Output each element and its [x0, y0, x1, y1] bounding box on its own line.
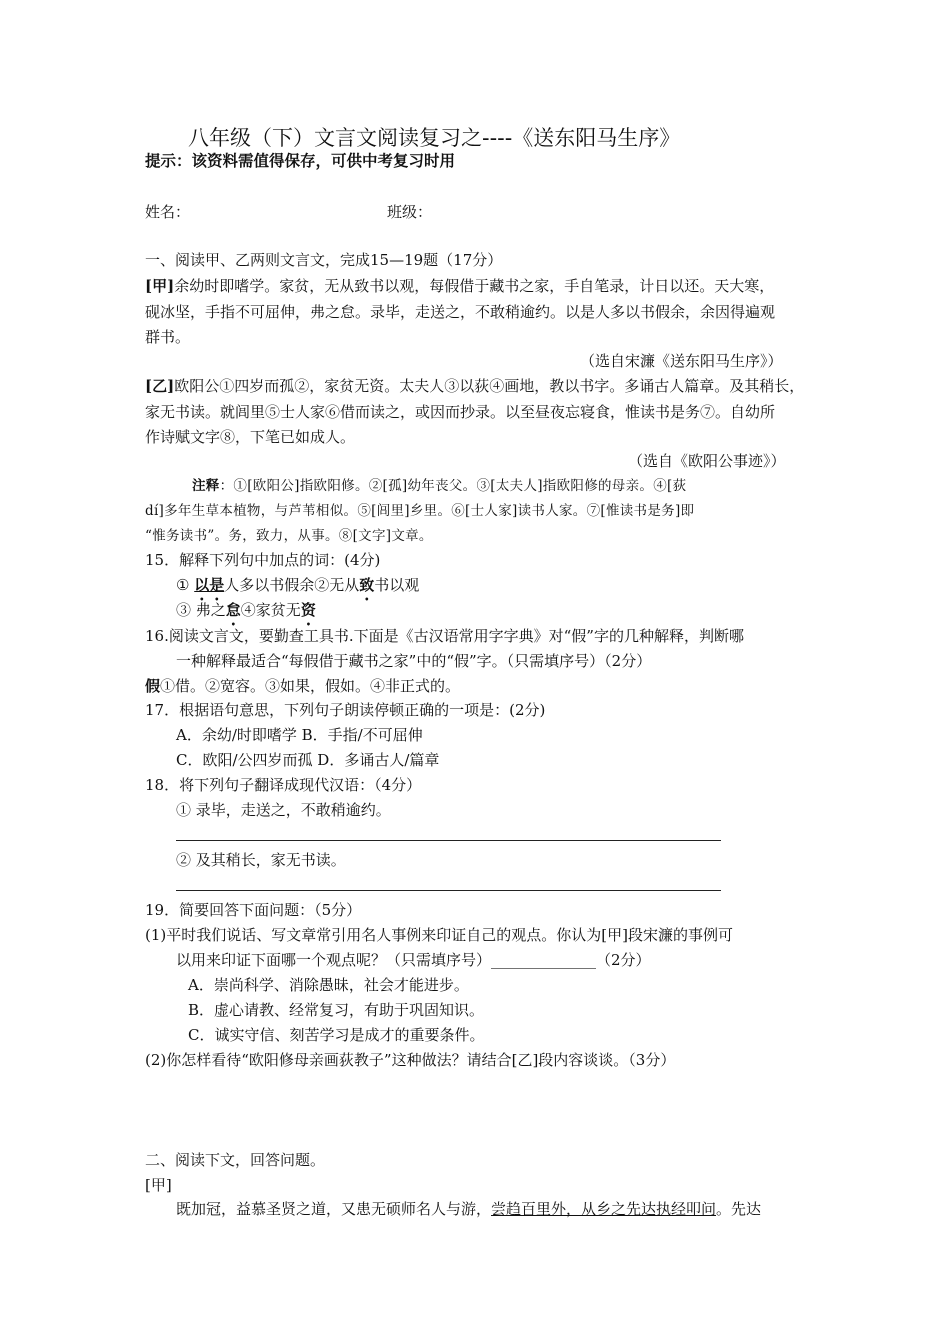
passage-jia-line1: [甲]余幼时即嗜学。家贫，无从致书以观，每假借于藏书之家，手自笔录，计日以还。天大寒， [145, 277, 775, 295]
q19-option-a: A．崇尚科学、消除愚昧，社会才能进步。 [188, 976, 469, 994]
q17-options-ab: A．余幼/时即嗜学 B．手指/不可屈伸 [176, 726, 423, 744]
q18-item1: ① 录毕，走送之，不敢稍逾约。 [176, 801, 391, 819]
name-label: 姓名： [145, 203, 191, 221]
passage-yi-line2: 家无书读。就闾里⑤士人家⑥借而读之，或因而抄录。以至昼夜忘寝食，惟读书是务⑦。自幼所 [145, 403, 776, 421]
q18-item2: ② 及其稍长，家无书读。 [176, 851, 346, 869]
q16-stem-line1: 16.阅读文言文，要勤查工具书.下面是《古汉语常用字字典》对“假”字的几种解释，判断哪 [145, 627, 744, 645]
passage-yi-line3: 作诗赋文字⑧，下笔已如成人。 [145, 428, 356, 446]
q19-option-c: C．诚实守信、刻苦学习是成才的重要条件。 [188, 1026, 485, 1044]
passage-yi-source: （选自《欧阳公事迹》） [628, 452, 786, 470]
notes-line2: dí]多年生草本植物，与芦苇相似。⑤[闾里]乡里。⑥[士人家]读书人家。⑦[惟读书是务]即 [145, 503, 695, 519]
q17-options-cd: C．欧阳/公四岁而孤 D．多诵古人/篇章 [176, 751, 440, 769]
q16-def-word: 假 [145, 677, 161, 695]
passage-yi-line1: [乙]欧阳公①四岁而孤②，家贫无资。太夫人③以荻④画地，教以书字。多诵古人篇章。及其稍长， [145, 377, 805, 395]
notes-label: 注释 [192, 478, 220, 494]
passage-yi-tag: [乙] [145, 377, 175, 395]
q15-dotted-word: 致 [359, 576, 375, 594]
q15-row2: ③ 弗之怠④家贫无资 [176, 601, 316, 619]
section2-tag: [甲] [145, 1176, 172, 1194]
passage-jia-line2: 砚冰坚，手指不可屈伸，弗之怠。录毕，走送之，不敢稍逾约。以是人多以书假余，余因得遍观 [145, 303, 776, 321]
notes-line1: 注释：①[欧阳公]指欧阳修。②[孤]幼年丧父。③[太夫人]指欧阳修的母亲。④[荻 [192, 478, 687, 494]
section1-heading: 一、阅读甲、乙两则文言文，完成15—19题（17分） [145, 251, 503, 269]
tip-text: 提示：该资料需值得保存，可供中考复习时用 [145, 152, 456, 170]
q16-stem-line2: 一种解释最适合“每假借于藏书之家”中的“假”字。（只需填序号）（2分） [176, 652, 652, 670]
section2-heading: 二、阅读下文，回答问题。 [145, 1151, 326, 1169]
q19-part1-line1: (1)平时我们说话、写文章常引用名人事例来印证自己的观点。你认为[甲]段宋濂的事例可 [145, 926, 733, 944]
q16-definitions: 假①借。②宽容。③如果，假如。④非正式的。 [145, 677, 461, 695]
passage-jia-tag: [甲] [145, 277, 175, 295]
document-title: 八年级（下）文言文阅读复习之----《送东阳马生序》 [188, 126, 681, 150]
answer-line [176, 890, 721, 891]
section2-passage-line1: 既加冠，益慕圣贤之道，又患无硕师名人与游，尝趋百里外，从乡之先达执经叩问。先达 [176, 1200, 762, 1218]
q15-row1: ① 以是人多以书假余②无从致书以观 [176, 576, 420, 594]
q15-stem: 15．解释下列句中加点的词：(4分) [145, 551, 381, 569]
q19-stem: 19．简要回答下面问题：（5分） [145, 901, 362, 919]
notes-line3: “惟务读书”。务，致力，从事。⑧[文字]文章。 [145, 528, 433, 544]
q15-dotted-word: 怠 [225, 601, 241, 619]
q19-part2: (2)你怎样看待“欧阳修母亲画荻教子”这种做法？请结合[乙]段内容谈谈。（3分） [145, 1051, 676, 1069]
answer-line [176, 840, 721, 841]
q19-option-b: B．虚心请教、经常复习，有助于巩固知识。 [188, 1001, 485, 1019]
passage-jia-line3: 群书。 [145, 328, 191, 346]
class-label: 班级： [387, 203, 433, 221]
q17-stem: 17．根据语句意思，下列句子朗读停顿正确的一项是：(2分) [145, 701, 546, 719]
q18-stem: 18．将下列句子翻译成现代汉语：（4分） [145, 776, 422, 794]
passage-jia-source: （选自宋濂《送东阳马生序》） [580, 352, 783, 370]
underlined-phrase: 尝趋百里外，从乡之先达执经叩问 [491, 1200, 717, 1218]
q19-part1-line2: 以用来印证下面哪一个观点呢？（只需填序号）______________（2分） [176, 951, 651, 969]
q15-dotted-word: 以是 [194, 576, 225, 594]
q15-dotted-word: 资 [300, 601, 316, 619]
